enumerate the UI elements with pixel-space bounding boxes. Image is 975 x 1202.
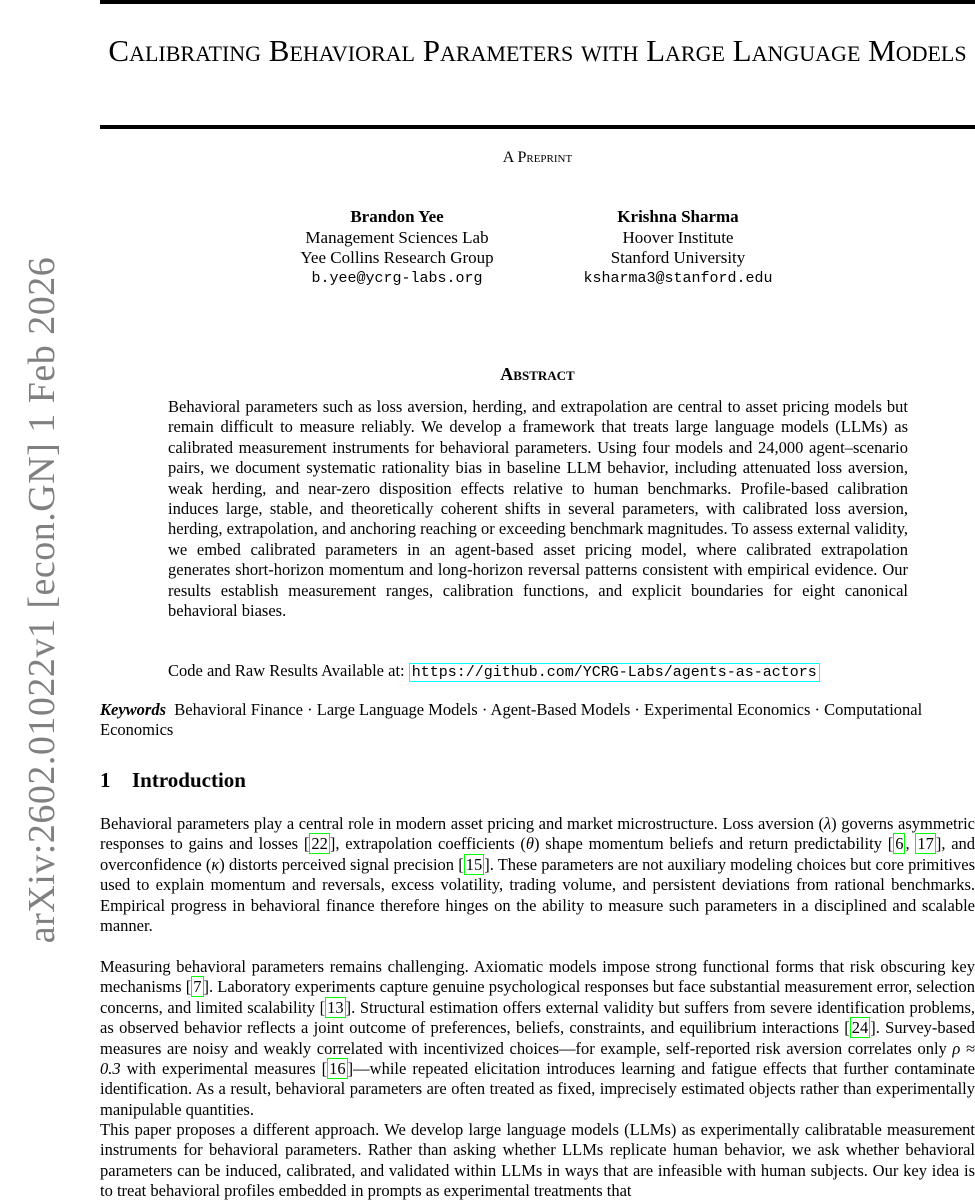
keywords-label: Keywords [100,700,166,719]
preprint-label: A Preprint [502,149,573,166]
author-affiliation: Management Sciences Lab [305,227,489,247]
text-run: ], extrapolation coefficients ( [329,834,526,854]
author-email[interactable]: b.yee@ycrg-labs.org [311,269,483,287]
text-run: ], and overconfidence ( [100,834,975,874]
keywords-list: Behavioral Finance · Large Language Models · Agent-Based Models · Experimental Economics · Computational Economics [100,700,923,740]
text-run: with experimental measures [ [120,1059,328,1079]
text-run: ) distorts perceived signal precision [ [219,854,464,874]
author-affiliation: Hoover Institute [622,227,734,247]
citation-link[interactable]: 15 [465,854,483,874]
author-email[interactable]: ksharma3@stanford.edu [583,269,773,287]
code-label: Code and Raw Results Available at: [168,661,405,680]
math-symbol: θ [525,834,535,854]
citation-link[interactable]: 16 [329,1059,346,1079]
abstract-body: Behavioral parameters such as loss aversion, herding, and extrapolation are central to asset pricing models but remain difficult to measure reliably. We develop a framework that treats large language models (LLMs) as calibrated measurement instruments for behavioral parameters. Using four models and 24,000 agent–scenario pairs, we document systematic rationality bias in baseline LLM behavior, including attenuated loss aversion, weak herding, and near-zero disposition effects relative to human benchmarks. Profile-based calibration induces large, stable, and theoretically coherent shifts in several parameters, with calibrated loss aversion, herding, extrapolation, and anchoring reaching or exceeding benchmark magnitudes. To assess external validity, we embed calibrated parameters in an agent-based asset pricing model, where calibrated extrapolation generates short-horizon momentum and long-horizon reversal patterns consistent with empirical evidence. Our results establish measurement ranges, calibration functions, and explicit boundaries for eight canonical behavioral biases. [168,397,908,621]
text-run: ) shape momentum beliefs and return predictability [ [534,834,894,854]
math-expression: ρ ≈ 0.3 [100,1038,975,1079]
math-symbol: λ [824,814,832,833]
title-bottom-rule [100,125,975,129]
text-run: , [905,834,916,854]
intro-paragraph [100,814,975,936]
math-symbol: κ [211,854,220,874]
text-run: ]. Structural estimation offers external validity but suffers from severe identification problems, as observed behavior reflects a joint outcome of preferences, beliefs, constraints, and equilibrium interactions [ [100,997,975,1038]
text-run: Measuring behavioral parameters remains challenging. Axiomatic models impose strong functional forms that risk obscuring key mechanisms [ [100,957,975,997]
author-affiliation: Stanford University [610,248,746,267]
citation-link[interactable]: 24 [851,1018,869,1038]
text-run: ]—while repeated elicitation introduces learning and fatigue effects that further contaminate identification. As a result, behavioral parameters are often treated as fixed, imprecisely estimated objects rather than experimentally manipulable quantities. [100,1059,975,1119]
text-run: ) governs asymmetric responses to gains and losses [ [100,814,975,854]
section-number: 1 [100,768,111,792]
code-availability [168,661,908,681]
citation-link[interactable]: 17 [917,834,934,854]
keywords [100,700,975,741]
author-block [548,207,808,289]
text-run: ]. Survey-based measures are noisy and weakly correlated with incentivized choices—for example, self-reported risk aversion correlates only [100,1018,975,1058]
author-name: Krishna Sharma [617,207,739,226]
author-name: Brandon Yee [350,207,444,226]
arxiv-identifier-stamp: arXiv:2602.01022v1 [econ.GN] 1 Feb 2026 [21,256,63,944]
title-top-rule [100,0,975,4]
citation-link[interactable]: 6 [895,834,904,854]
intro-paragraph [100,957,975,1120]
author-affiliation: Yee Collins Research Group [300,248,494,267]
citation-link[interactable]: 13 [327,997,344,1017]
abstract-heading: Abstract [500,364,575,384]
citation-link[interactable]: 22 [311,834,328,854]
section-title: Introduction [132,768,246,792]
text-run: ]. These parameters are not auxiliary modeling choices but core primitives used to explain momentum and reversals, excess volatility, trading volume, and persistent deviations from rational benchmarks. Empirical progress in behavioral finance therefore hinges on the ability to measure such parameters in a disciplined and scalable manner. [100,854,975,936]
citation-link[interactable]: 7 [193,977,202,997]
author-block [267,207,527,289]
code-repository-link[interactable]: https://github.com/YCRG-Labs/agents-as-actors [409,663,820,682]
intro-paragraph: This paper proposes a different approach. We develop large language models (LLMs) as experimentally calibratable measurement instruments for behavioral parameters. Rather than asking whether LLMs replicate human behavior, we ask whether behavioral parameters can be induced, calibrated, and validated within LLMs in ways that are infeasible with human subjects. Our key idea is to treat behavioral profiles embedded in prompts as experimental treatments that [100,1120,975,1201]
paper-title: Calibrating Behavioral Parameters with Large Language Models [108,33,967,68]
section-heading [100,768,246,793]
text-run: Behavioral parameters play a central role in modern asset pricing and market microstructure. Loss aversion ( [100,814,825,833]
text-run: ]. Laboratory experiments capture genuine psychological responses but face substantial measurement error, selection concerns, and limited scalability [ [100,977,975,1017]
